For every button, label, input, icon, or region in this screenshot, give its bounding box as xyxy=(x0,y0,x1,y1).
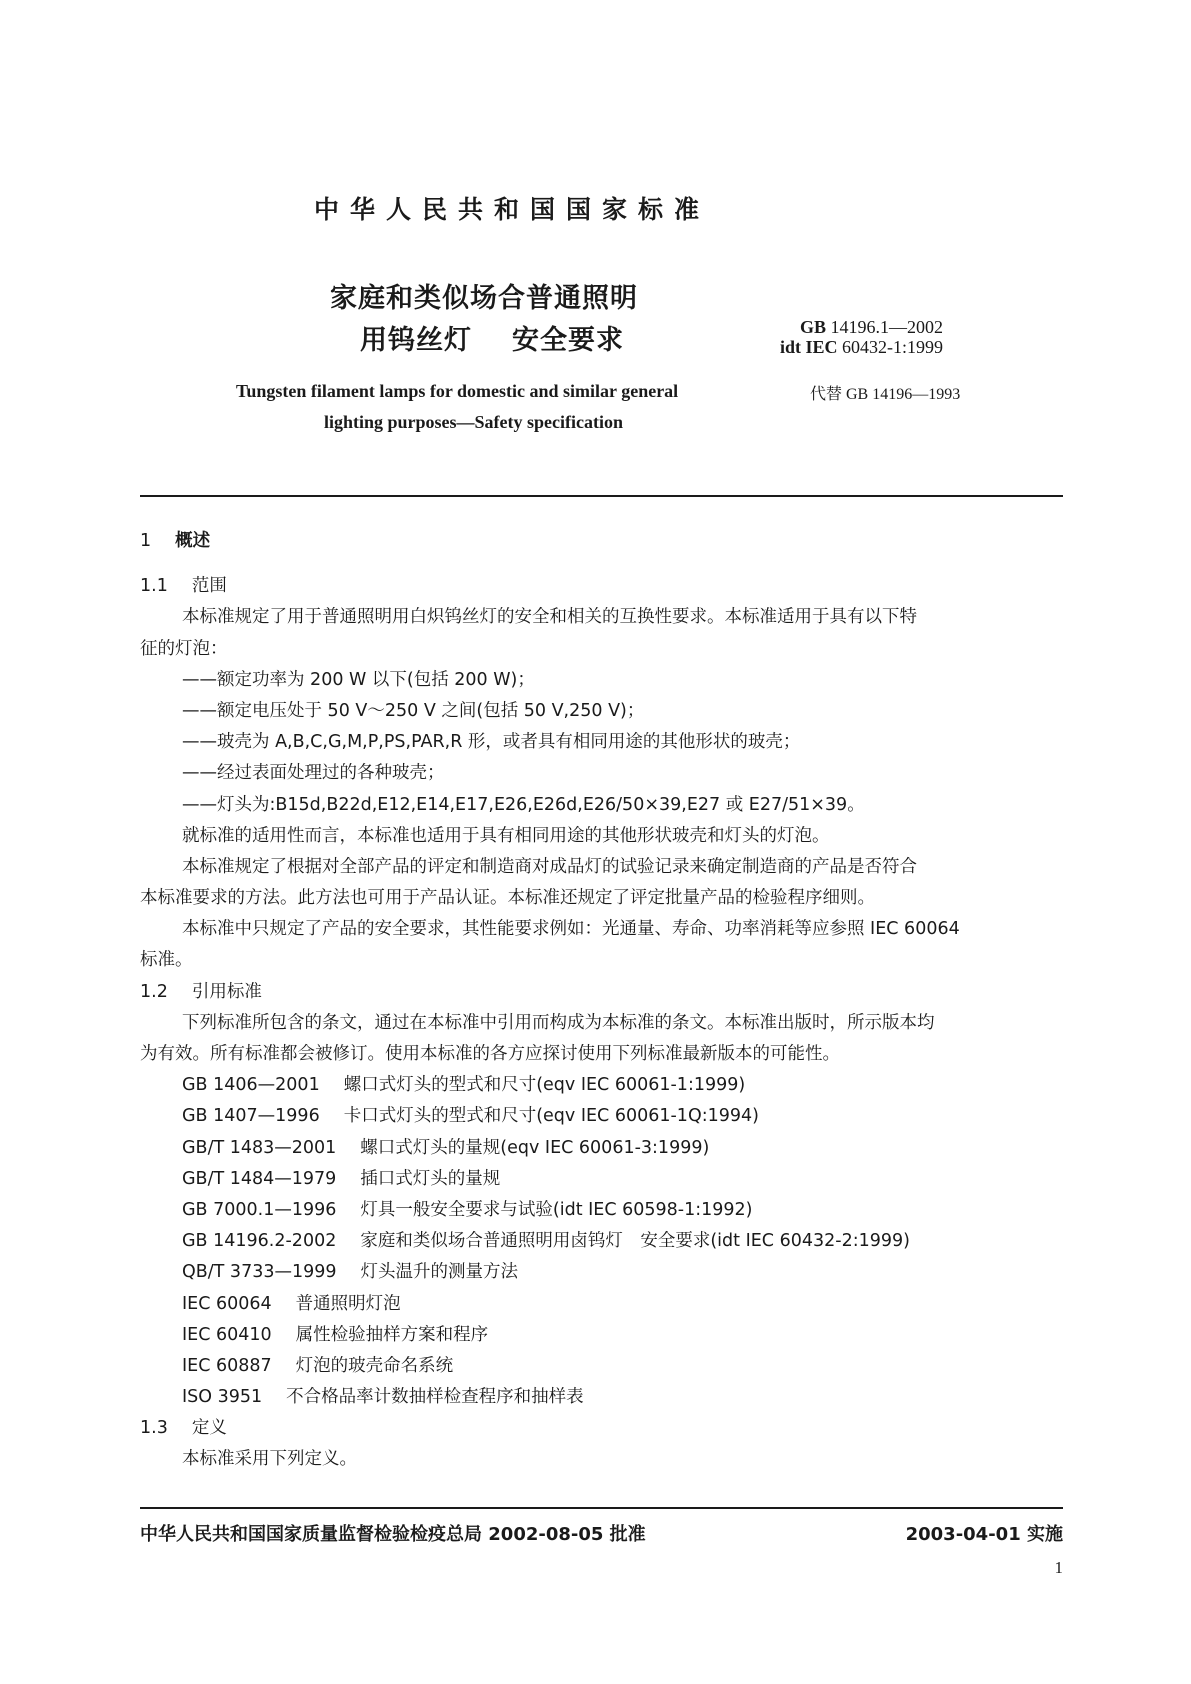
national-standard-label: 中华人民共和国国家标准 xyxy=(314,195,711,224)
title-line2-part-b: 安全要求 xyxy=(512,325,624,356)
reference-title: 家庭和类似场合普通照明用卤钨灯 安全要求(idt IEC 60432-2:1999) xyxy=(360,1231,910,1252)
reference-item xyxy=(140,1382,1063,1413)
paragraph: 本标准采用下列定义。 xyxy=(182,1449,357,1470)
reference-item xyxy=(140,1320,1063,1351)
gb-prefix: GB xyxy=(800,317,827,337)
english-title-line2: lighting purposes—Safety specification xyxy=(324,412,624,432)
reference-code: GB 1407—1996 xyxy=(182,1106,320,1127)
list-item: ——额定电压处于 50 V～250 V 之间(包括 50 V,250 V)； xyxy=(182,700,645,721)
paragraph: 就标准的适用性而言，本标准也适用于具有相同用途的其他形状玻壳和灯头的灯泡。 xyxy=(182,825,830,846)
reference-item xyxy=(140,1070,1063,1101)
reference-title: 灯头温升的测量方法 xyxy=(360,1262,519,1283)
reference-title: 卡口式灯头的型式和尺寸(eqv IEC 60061-1Q:1994) xyxy=(343,1106,759,1127)
section-number: 1 xyxy=(140,531,152,551)
reference-item xyxy=(140,1195,1063,1226)
idt-number-value: 60432-1:1999 xyxy=(842,337,944,357)
paragraph: 本标准中只规定了产品的安全要求，其性能要求例如：光通量、寿命、功率消耗等应参照 IEC 60064 xyxy=(182,919,960,940)
reference-item xyxy=(140,1257,1063,1288)
reference-item xyxy=(140,1351,1063,1382)
reference-code: GB 7000.1—1996 xyxy=(182,1199,337,1220)
replaces-standard: 代替 GB 14196—1993 xyxy=(810,386,961,403)
paragraph: 为有效。所有标准都会被修订。使用本标准的各方应探讨使用下列标准最新版本的可能性。 xyxy=(140,1044,840,1064)
reference-code: IEC 60064 xyxy=(182,1293,272,1314)
paragraph: 本标准规定了用于普通照明用白炽钨丝灯的安全和相关的互换性要求。本标准适用于具有以下特 xyxy=(182,607,917,628)
list-item: ——灯头为:B15d,B22d,E12,E14,E17,E26,E26d,E26/50×39,E27 或 E27/51×39。 xyxy=(182,794,865,815)
idt-prefix: idt IEC xyxy=(780,337,838,357)
reference-title: 不合格品率计数抽样检查程序和抽样表 xyxy=(286,1387,584,1408)
reference-title: 螺口式灯头的型式和尺寸(eqv IEC 60061-1:1999) xyxy=(343,1075,746,1096)
list-item: ——额定功率为 200 W 以下(包括 200 W)； xyxy=(182,669,535,690)
reference-title: 灯具一般安全要求与试验(idt IEC 60598-1:1992) xyxy=(360,1199,753,1220)
reference-code: GB/T 1484—1979 xyxy=(182,1168,337,1189)
gb-standard-number xyxy=(800,317,943,338)
section-number: 1.2 xyxy=(140,981,168,1002)
section-title: 概述 xyxy=(175,531,211,551)
reference-item xyxy=(140,1289,1063,1320)
page-number: 1 xyxy=(1054,1558,1063,1577)
section-1-heading xyxy=(140,526,1063,557)
reference-code: GB/T 1483—2001 xyxy=(182,1137,337,1158)
list-item: ——玻壳为 A,B,C,G,M,P,PS,PAR,R 形，或者具有相同用途的其他形状的玻壳； xyxy=(182,732,801,753)
title-line2-part-a: 用钨丝灯 xyxy=(360,325,472,356)
effective-date: 2003-04-01 实施 xyxy=(905,1524,1063,1545)
paragraph: 本标准规定了根据对全部产品的评定和制造商对成品灯的试验记录来确定制造商的产品是否符合 xyxy=(182,856,917,877)
idt-standard-number xyxy=(780,337,943,358)
english-title-line1: Tungsten filament lamps for domestic and similar general xyxy=(236,381,679,401)
section-1-2-heading xyxy=(140,977,1063,1008)
section-title: 范围 xyxy=(191,576,227,597)
gb-number-value: 14196.1—2002 xyxy=(830,317,944,337)
reference-title: 灯泡的玻壳命名系统 xyxy=(295,1355,454,1376)
section-number: 1.1 xyxy=(140,576,168,597)
section-title: 定义 xyxy=(191,1418,227,1439)
reference-code: IEC 60887 xyxy=(182,1355,272,1376)
paragraph: 征的灯泡： xyxy=(140,638,228,659)
reference-item xyxy=(140,1133,1063,1164)
reference-title: 普通照明灯泡 xyxy=(295,1293,401,1314)
footer-divider xyxy=(140,1507,1063,1509)
document-body xyxy=(140,526,1063,1476)
section-1-3-heading xyxy=(140,1413,1063,1444)
reference-code: GB 14196.2-2002 xyxy=(182,1231,337,1252)
reference-item xyxy=(140,1101,1063,1132)
reference-item xyxy=(140,1226,1063,1257)
section-1-1-heading xyxy=(140,571,1063,602)
reference-title: 螺口式灯头的量规(eqv IEC 60061-3:1999) xyxy=(360,1137,710,1158)
reference-code: ISO 3951 xyxy=(182,1387,263,1408)
reference-code: QB/T 3733—1999 xyxy=(182,1262,337,1283)
section-number: 1.3 xyxy=(140,1418,168,1439)
header-divider xyxy=(140,495,1063,497)
approval-statement: 中华人民共和国国家质量监督检验检疫总局 2002-08-05 批准 xyxy=(140,1524,646,1545)
document-title-line1: 家庭和类似场合普通照明 xyxy=(330,283,638,314)
section-title: 引用标准 xyxy=(191,981,262,1002)
reference-title: 插口式灯头的量规 xyxy=(360,1168,501,1189)
paragraph: 下列标准所包含的条文，通过在本标准中引用而构成为本标准的条文。本标准出版时，所示版本均 xyxy=(182,1012,935,1033)
reference-code: IEC 60410 xyxy=(182,1324,272,1345)
list-item: ——经过表面处理过的各种玻壳； xyxy=(182,763,445,784)
paragraph: 本标准要求的方法。此方法也可用于产品认证。本标准还规定了评定批量产品的检验程序细则。 xyxy=(140,888,875,909)
reference-title: 属性检验抽样方案和程序 xyxy=(295,1324,489,1345)
paragraph: 标准。 xyxy=(140,950,193,971)
reference-item xyxy=(140,1164,1063,1195)
reference-code: GB 1406—2001 xyxy=(182,1075,320,1096)
document-title-line2 xyxy=(360,318,624,357)
